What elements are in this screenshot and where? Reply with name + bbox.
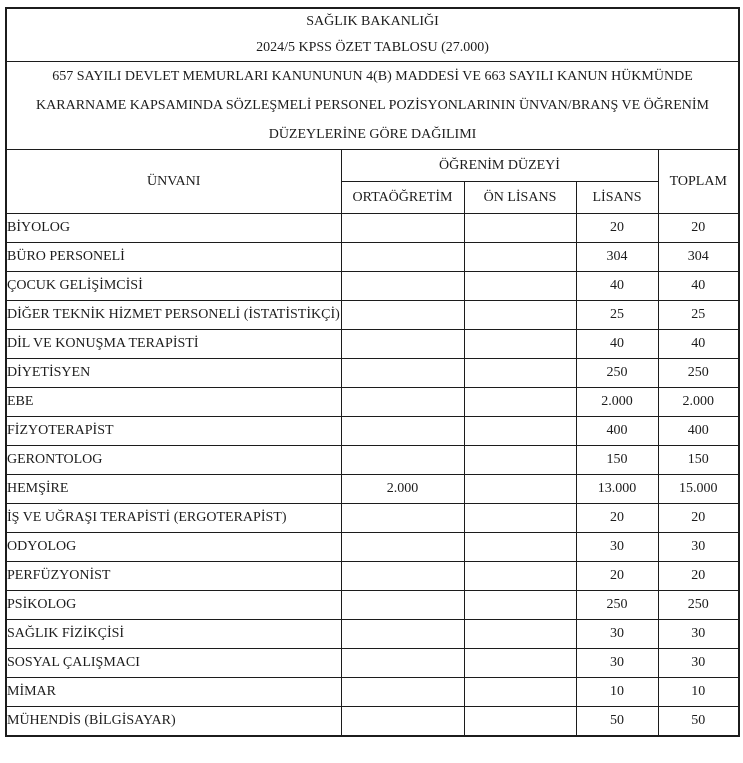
table-row [6,388,739,417]
cell-toplam: 25 [658,301,739,330]
cell-ortaogretim [341,417,464,446]
cell-onlisans [464,591,576,620]
table-row [6,678,739,707]
cell-unvan: MİMAR [6,678,341,707]
cell-toplam: 30 [658,649,739,678]
cell-ortaogretim [341,649,464,678]
table-row [6,533,739,562]
table-title-row [6,8,739,62]
cell-lisans: 20 [576,214,658,243]
cell-onlisans [464,649,576,678]
table-title [6,8,739,62]
cell-onlisans [464,301,576,330]
cell-toplam: 30 [658,620,739,649]
cell-toplam: 10 [658,678,739,707]
cell-ortaogretim [341,533,464,562]
cell-lisans: 2.000 [576,388,658,417]
cell-lisans: 250 [576,591,658,620]
cell-unvan: SAĞLIK FİZİKÇİSİ [6,620,341,649]
column-header-ortaogretim: ORTAÖĞRETİM [341,182,464,214]
cell-toplam: 400 [658,417,739,446]
cell-unvan: SOSYAL ÇALIŞMACI [6,649,341,678]
cell-unvan: GERONTOLOG [6,446,341,475]
cell-lisans: 30 [576,649,658,678]
cell-ortaogretim [341,272,464,301]
cell-toplam: 304 [658,243,739,272]
column-header-on-lisans: ÖN LİSANS [464,182,576,214]
cell-ortaogretim: 2.000 [341,475,464,504]
column-header-ogrenim-duzeyi: ÖĞRENİM DÜZEYİ [341,150,658,182]
column-header-toplam: TOPLAM [658,150,739,214]
cell-unvan: ÇOCUK GELİŞİMCİSİ [6,272,341,301]
cell-ortaogretim [341,591,464,620]
cell-ortaogretim [341,562,464,591]
cell-toplam: 15.000 [658,475,739,504]
cell-lisans: 250 [576,359,658,388]
cell-unvan: DİYETİSYEN [6,359,341,388]
cell-onlisans [464,533,576,562]
cell-unvan: MÜHENDİS (BİLGİSAYAR) [6,707,341,736]
table-row [6,272,739,301]
cell-unvan: PERFÜZYONİST [6,562,341,591]
cell-onlisans [464,707,576,736]
cell-ortaogretim [341,620,464,649]
table-body [6,214,739,736]
cell-toplam: 20 [658,504,739,533]
table-row [6,562,739,591]
cell-onlisans [464,388,576,417]
cell-unvan: PSİKOLOG [6,591,341,620]
cell-unvan: ODYOLOG [6,533,341,562]
cell-toplam: 250 [658,591,739,620]
table-row [6,330,739,359]
cell-toplam: 20 [658,562,739,591]
cell-unvan: İŞ VE UĞRAŞI TERAPİSTİ (ERGOTERAPİST) [6,504,341,533]
cell-unvan: FİZYOTERAPİST [6,417,341,446]
kpss-summary-table [5,7,740,737]
cell-ortaogretim [341,388,464,417]
cell-lisans: 20 [576,562,658,591]
cell-unvan: EBE [6,388,341,417]
cell-lisans: 30 [576,533,658,562]
cell-onlisans [464,620,576,649]
cell-lisans: 150 [576,446,658,475]
cell-lisans: 50 [576,707,658,736]
cell-lisans: 30 [576,620,658,649]
cell-lisans: 25 [576,301,658,330]
table-row [6,620,739,649]
cell-toplam: 150 [658,446,739,475]
header-row-top [6,150,739,182]
cell-unvan: BİYOLOG [6,214,341,243]
table-description: 657 SAYILI DEVLET MEMURLARI KANUNUNUN 4(B) MADDESİ VE 663 SAYILI KANUN HÜKMÜNDE KARARNAME KAPSAMINDA SÖZLEŞMELİ PERSONEL POZİSYONLARININ ÜNVAN/BRANŞ VE ÖĞRENİM DÜZEYLERİNE GÖRE DAĞILIMI [6,62,739,150]
cell-ortaogretim [341,330,464,359]
cell-onlisans [464,475,576,504]
cell-toplam: 30 [658,533,739,562]
cell-onlisans [464,678,576,707]
cell-ortaogretim [341,678,464,707]
cell-ortaogretim [341,243,464,272]
table-row [6,214,739,243]
table-title-line2: 2024/5 KPSS ÖZET TABLOSU (27.000) [256,40,489,55]
cell-ortaogretim [341,707,464,736]
table-row [6,417,739,446]
cell-toplam: 40 [658,272,739,301]
cell-onlisans [464,504,576,533]
table-row [6,591,739,620]
table-row [6,243,739,272]
cell-unvan: DİĞER TEKNİK HİZMET PERSONELİ (İSTATİSTİKÇİ) [6,301,341,330]
cell-ortaogretim [341,359,464,388]
table-row [6,359,739,388]
table-row [6,301,739,330]
cell-unvan: DİL VE KONUŞMA TERAPİSTİ [6,330,341,359]
cell-toplam: 50 [658,707,739,736]
cell-onlisans [464,562,576,591]
cell-ortaogretim [341,446,464,475]
cell-toplam: 2.000 [658,388,739,417]
column-header-unvani: ÜNVANI [6,150,341,214]
cell-onlisans [464,272,576,301]
cell-toplam: 20 [658,214,739,243]
cell-lisans: 40 [576,272,658,301]
cell-lisans: 304 [576,243,658,272]
column-header-lisans: LİSANS [576,182,658,214]
cell-lisans: 20 [576,504,658,533]
table-row [6,475,739,504]
cell-ortaogretim [341,504,464,533]
table-title-line1: SAĞLIK BAKANLIĞI [306,14,439,29]
cell-toplam: 40 [658,330,739,359]
cell-lisans: 400 [576,417,658,446]
cell-onlisans [464,417,576,446]
cell-onlisans [464,446,576,475]
cell-ortaogretim [341,214,464,243]
cell-lisans: 40 [576,330,658,359]
table-row [6,707,739,736]
table-row [6,446,739,475]
cell-onlisans [464,243,576,272]
cell-lisans: 10 [576,678,658,707]
table-row [6,649,739,678]
cell-unvan: BÜRO PERSONELİ [6,243,341,272]
table-description-row [6,62,739,150]
table-row [6,504,739,533]
cell-toplam: 250 [658,359,739,388]
cell-onlisans [464,214,576,243]
cell-onlisans [464,330,576,359]
cell-unvan: HEMŞİRE [6,475,341,504]
cell-onlisans [464,359,576,388]
cell-ortaogretim [341,301,464,330]
cell-lisans: 13.000 [576,475,658,504]
